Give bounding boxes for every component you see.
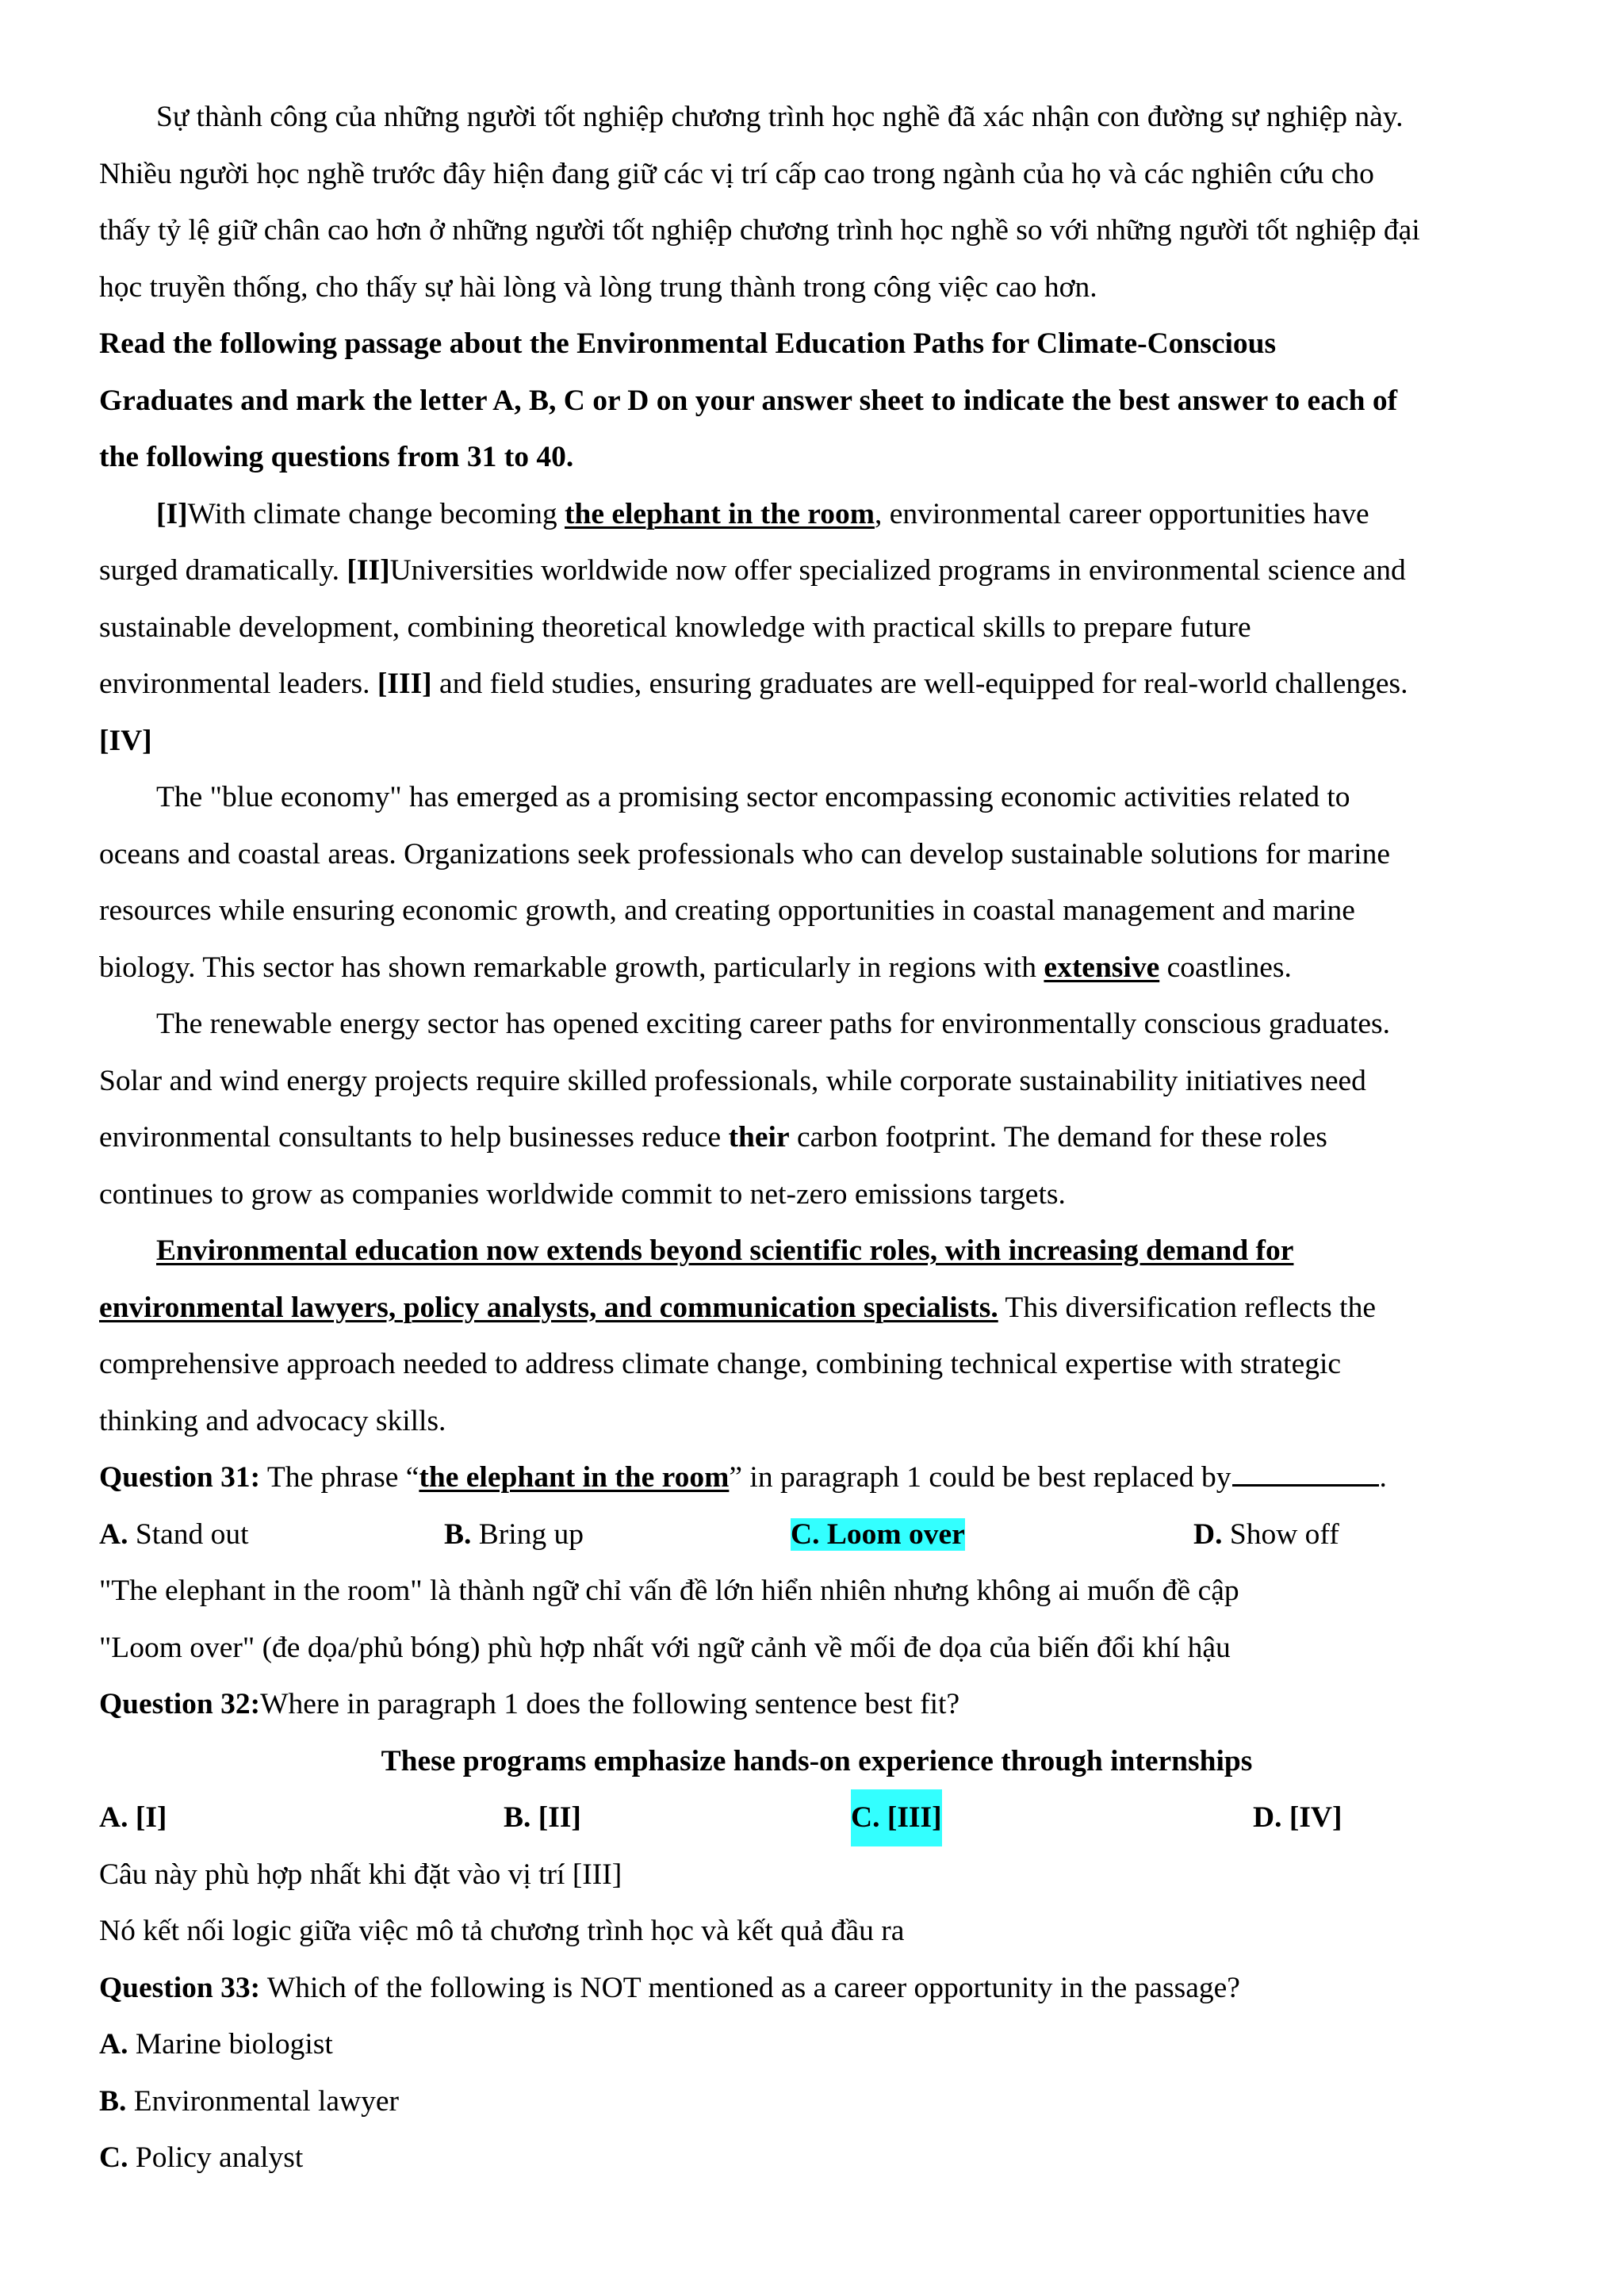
instructions-line-3 bbox=[99, 429, 1534, 486]
q31-option-d bbox=[1193, 1506, 1339, 1563]
marker-I: [I] bbox=[156, 497, 188, 530]
question-32 bbox=[99, 1676, 1534, 1733]
underlined-phrase: the elephant in the room bbox=[564, 497, 875, 530]
vn-intro-line-3: thấy tỷ lệ giữ chân cao hơn ở những người tốt nghiệp chương trình học nghề so với những người tốt nghiệp đại bbox=[99, 214, 1420, 247]
option-text: Marine biologist bbox=[128, 2028, 333, 2061]
question-32-sentence bbox=[99, 1733, 1534, 1790]
para3-text: environmental consultants to help businesses reduce bbox=[99, 1121, 729, 1154]
question-32-label: Question 32: bbox=[99, 1688, 261, 1720]
question-32-options bbox=[99, 1789, 1534, 1846]
vn-intro-line-4: học truyền thống, cho thấy sự hài lòng và lòng trung thành trong công việc cao hơn. bbox=[99, 270, 1097, 304]
para1-text: environmental leaders. bbox=[99, 668, 377, 700]
option-text: Show off bbox=[1222, 1517, 1339, 1551]
option-letter: C. bbox=[99, 2141, 128, 2174]
para2-line-4 bbox=[99, 939, 1534, 997]
instructions-line-1 bbox=[99, 316, 1534, 373]
option-letter: B. bbox=[444, 1517, 472, 1551]
para1-line-4 bbox=[99, 656, 1534, 713]
q32-option-a: A. [I] bbox=[99, 1801, 167, 1834]
marker-IV: [IV] bbox=[99, 724, 152, 757]
question-31 bbox=[99, 1449, 1534, 1506]
option-letter: A. bbox=[99, 2028, 128, 2061]
para1-line-2 bbox=[99, 542, 1534, 599]
underlined-word-extensive: extensive bbox=[1044, 951, 1160, 984]
q32-option-b: B. [II] bbox=[504, 1801, 581, 1834]
option-highlighted: C. Loom over bbox=[791, 1517, 965, 1551]
q31-option-b bbox=[444, 1506, 584, 1563]
para1-text: and field studies, ensuring graduates are well-equipped for real-world challenges. bbox=[431, 668, 1408, 700]
q32-option-c-answer: C. [III] bbox=[851, 1789, 942, 1846]
instructions-text-2: Graduates and mark the letter A, B, C or D on your answer sheet to indicate the best answer to each of bbox=[99, 384, 1398, 417]
question-33-text: Which of the following is NOT mentioned as a career opportunity in the passage? bbox=[260, 1971, 1240, 2004]
underlined-sentence-part-2: environmental lawyers, policy analysts, and communication specialists. bbox=[99, 1291, 998, 1324]
vn-intro-line-2: Nhiều người học nghề trước đây hiện đang giữ các vị trí cấp cao trong ngành của họ và các nghiên cứu cho bbox=[99, 157, 1374, 190]
question-31-text: ” in paragraph 1 could be best replaced by bbox=[729, 1461, 1231, 1494]
q31-explanation-1: "The elephant in the room" là thành ngữ chỉ vấn đề lớn hiển nhiên nhưng không ai muốn đề cập bbox=[99, 1575, 1239, 1607]
instructions-text-1: Read the following passage about the Environmental Education Paths for Climate-Conscious bbox=[99, 327, 1277, 360]
question-31-label: Question 31: bbox=[99, 1461, 261, 1494]
para1-text: Universities worldwide now offer specialized programs in environmental science and bbox=[389, 554, 1406, 587]
q31-explanation-2: "Loom over" (đe dọa/phủ bóng) phù hợp nhất với ngữ cảnh về mối đe dọa của biến đổi khí hậu bbox=[99, 1631, 1231, 1664]
para1-text: , environmental career opportunities have bbox=[874, 497, 1369, 530]
marker-III: [III] bbox=[377, 668, 432, 700]
para4-text: This diversification reflects the bbox=[998, 1291, 1376, 1324]
marker-II: [II] bbox=[347, 554, 390, 587]
bold-word-their: their bbox=[728, 1121, 790, 1154]
q31-option-a bbox=[99, 1506, 249, 1563]
para3-line-2: Solar and wind energy projects require skilled professionals, while corporate sustainability initiatives need bbox=[99, 1064, 1366, 1097]
q33-option-b bbox=[99, 2073, 1534, 2130]
option-text: Stand out bbox=[128, 1517, 249, 1551]
para1-text: With climate change becoming bbox=[187, 497, 565, 530]
para2-line-1: The "blue economy" has emerged as a promising sector encompassing economic activities related to bbox=[156, 781, 1350, 813]
para3-line-3 bbox=[99, 1109, 1534, 1166]
option-text: Environmental lawyer bbox=[126, 2084, 400, 2118]
para1-line-5 bbox=[99, 713, 1534, 770]
question-31-phrase: the elephant in the room bbox=[419, 1461, 730, 1494]
inserted-sentence: These programs emphasize hands-on experience through internships bbox=[381, 1744, 1253, 1777]
answer-blank bbox=[1232, 1452, 1379, 1487]
para4-line-2 bbox=[99, 1280, 1534, 1337]
option-letter: A. bbox=[99, 1517, 128, 1551]
q32-explanation-1: Câu này phù hợp nhất khi đặt vào vị trí [III] bbox=[99, 1858, 622, 1891]
para4-line-3: comprehensive approach needed to address climate change, combining technical expertise with strategic bbox=[99, 1348, 1342, 1380]
question-32-text: Where in paragraph 1 does the following sentence best fit? bbox=[260, 1688, 960, 1720]
para1-text: surged dramatically. bbox=[99, 554, 347, 587]
para1-line-3: sustainable development, combining theoretical knowledge with practical skills to prepare future bbox=[99, 610, 1251, 644]
q33-option-a bbox=[99, 2016, 1534, 2073]
question-31-options bbox=[99, 1506, 1534, 1563]
option-text: Policy analyst bbox=[128, 2141, 304, 2174]
q32-option-d: D. [IV] bbox=[1253, 1801, 1342, 1834]
option-text: Bring up bbox=[471, 1517, 584, 1551]
para3-text: carbon footprint. The demand for these roles bbox=[789, 1121, 1327, 1154]
question-33 bbox=[99, 1960, 1534, 2017]
para1-line-1 bbox=[99, 486, 1534, 543]
question-31-end: . bbox=[1379, 1461, 1387, 1494]
q33-option-c bbox=[99, 2130, 1534, 2187]
para3-line-1: The renewable energy sector has opened exciting career paths for environmentally conscious graduates. bbox=[156, 1008, 1390, 1040]
q32-explanation-2: Nó kết nối logic giữa việc mô tả chương trình học và kết quả đầu ra bbox=[99, 1915, 905, 1947]
para4-line-1 bbox=[99, 1223, 1534, 1280]
q31-option-c-answer bbox=[791, 1506, 965, 1563]
para2-text: coastlines. bbox=[1159, 951, 1292, 984]
para2-text: biology. This sector has shown remarkable growth, particularly in regions with bbox=[99, 951, 1044, 984]
option-letter: D. bbox=[1193, 1517, 1223, 1551]
para3-line-4: continues to grow as companies worldwide commit to net-zero emissions targets. bbox=[99, 1177, 1066, 1211]
document-page bbox=[99, 89, 1534, 2187]
vn-intro-line-1: Sự thành công của những người tốt nghiệp chương trình học nghề đã xác nhận con đường sự nghiệp này. bbox=[156, 101, 1404, 133]
question-33-label: Question 33: bbox=[99, 1971, 261, 2004]
question-31-text: The phrase “ bbox=[260, 1461, 419, 1494]
para4-line-4: thinking and advocacy skills. bbox=[99, 1404, 446, 1437]
para2-line-2: oceans and coastal areas. Organizations seek professionals who can develop sustainable solutions for marine bbox=[99, 837, 1390, 871]
option-letter: B. bbox=[99, 2084, 127, 2118]
instructions-line-2 bbox=[99, 373, 1534, 430]
underlined-sentence-part-1: Environmental education now extends beyond scientific roles, with increasing demand for bbox=[156, 1234, 1294, 1267]
instructions-text-3: the following questions from 31 to 40. bbox=[99, 441, 574, 473]
para2-line-3: resources while ensuring economic growth, and creating opportunities in coastal management and marine bbox=[99, 894, 1355, 927]
